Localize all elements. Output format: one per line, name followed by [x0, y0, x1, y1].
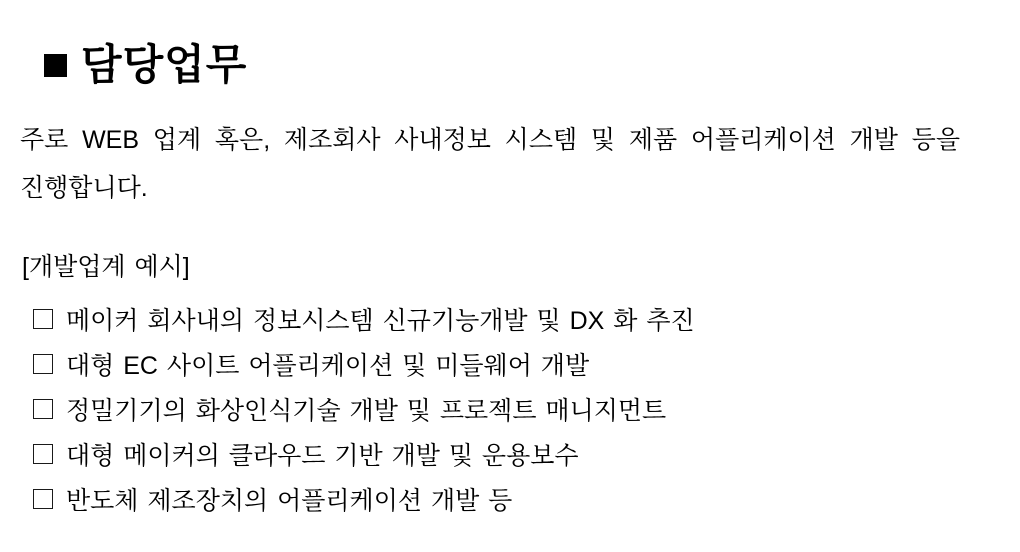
list-item — [22, 296, 972, 341]
page-title-text: 담당업무 — [81, 41, 248, 88]
checkbox-icon — [33, 354, 53, 374]
page-title — [44, 38, 247, 92]
checkbox-icon — [33, 399, 53, 419]
list-item-text: 반도체 제조장치의 어플리케이션 개발 등 — [66, 486, 513, 515]
list-item-text: 대형 EC 사이트 어플리케이션 및 미들웨어 개발 — [66, 351, 590, 380]
list-item — [22, 431, 972, 476]
intro-line-1: 주로 WEB 업계 혹은, 제조회사 사내정보 시스템 및 제품 어플리케이션 개발 등을 — [20, 126, 960, 154]
intro-line-2: 진행합니다. — [20, 174, 148, 202]
list-item — [22, 386, 972, 431]
black-square-bullet-icon — [44, 54, 67, 77]
list-item — [22, 341, 972, 386]
checkbox-icon — [33, 309, 53, 329]
list-item-text: 정밀기기의 화상인식기술 개발 및 프로젝트 매니지먼트 — [66, 396, 667, 425]
intro-paragraph — [20, 116, 960, 212]
checkbox-icon — [33, 489, 53, 509]
list-item-text: 메이커 회사내의 정보시스템 신규기능개발 및 DX 화 추진 — [66, 306, 695, 335]
section-label: [개발업계 예시] — [22, 253, 190, 281]
checkbox-icon — [33, 444, 53, 464]
list-item — [22, 476, 972, 521]
list-item-text: 대형 메이커의 클라우드 기반 개발 및 운용보수 — [66, 441, 579, 470]
examples-list — [22, 296, 972, 521]
